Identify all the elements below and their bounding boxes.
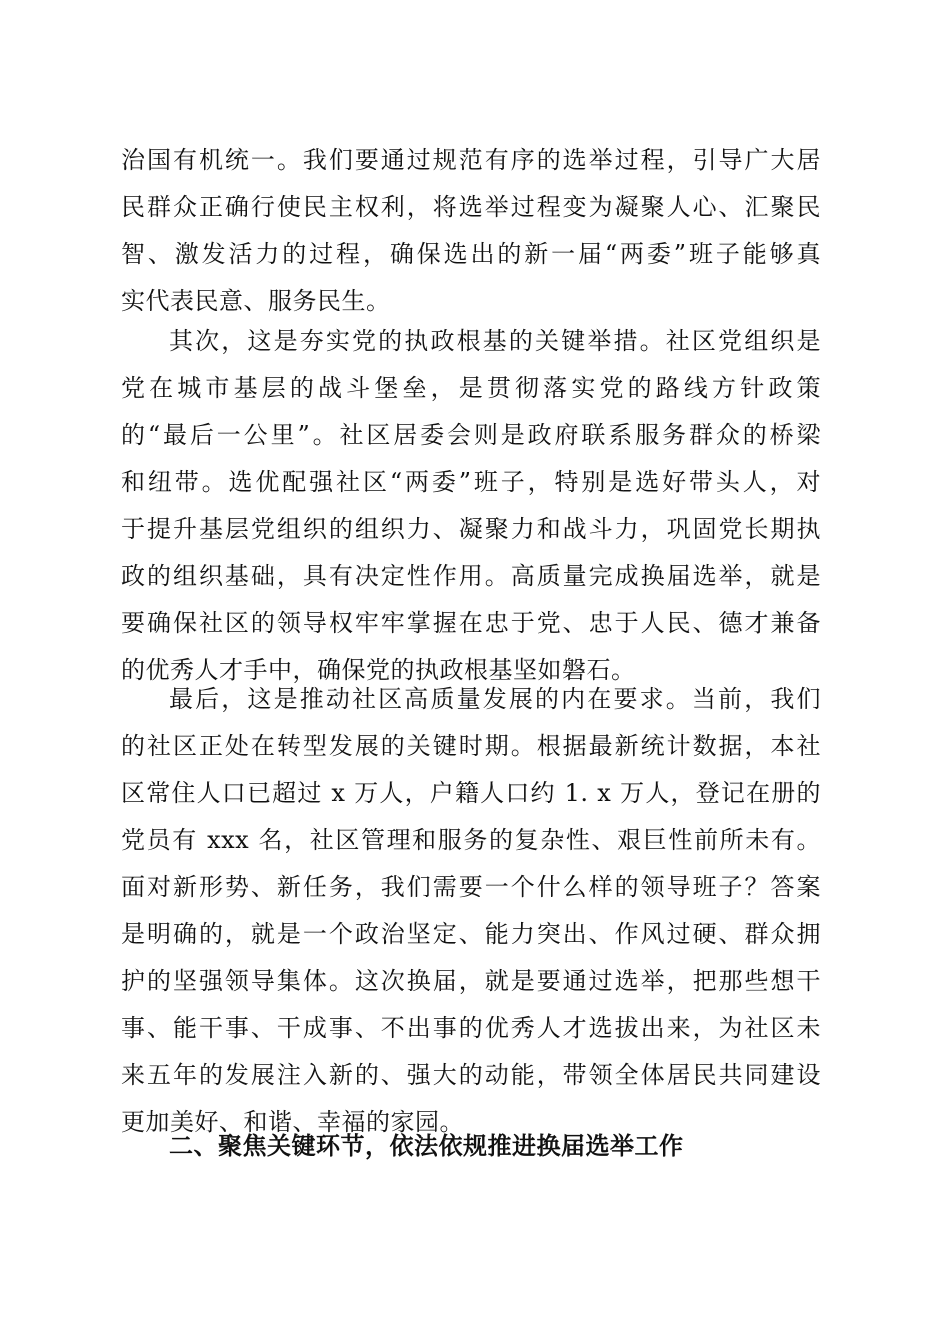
paragraph-line: 的社区正处在转型发展的关键时期。根据最新统计数据，本社	[121, 732, 821, 760]
paragraph-line: 的优秀人才手中，确保党的执政根基坚如磐石。	[121, 656, 636, 684]
paragraph-line: 更加美好、和谐、幸福的家园。	[121, 1108, 464, 1136]
paragraph-line: 的“最后一公里”。社区居委会则是政府联系服务群众的桥梁	[121, 421, 821, 449]
section-heading: 二、聚焦关键环节，依法依规推进换届选举工作	[169, 1132, 684, 1160]
paragraph-line: 事、能干事、干成事、不出事的优秀人才选拔出来，为社区未	[121, 1014, 821, 1042]
paragraph-line: 护的坚强领导集体。这次换届，就是要通过选举，把那些想干	[121, 967, 821, 995]
paragraph-line: 是明确的，就是一个政治坚定、能力突出、作风过硬、群众拥	[121, 920, 821, 948]
paragraph-line: 面对新形势、新任务，我们需要一个什么样的领导班子？答案	[121, 873, 821, 901]
paragraph-line: 于提升基层党组织的组织力、凝聚力和战斗力，巩固党长期执	[121, 515, 821, 543]
paragraph-1	[121, 137, 821, 325]
paragraph-line: 和纽带。选优配强社区“两委”班子，特别是选好带头人，对	[121, 468, 821, 496]
paragraph-line: 党在城市基层的战斗堡垒，是贯彻落实党的路线方针政策	[121, 374, 821, 402]
paragraph-line: 其次，这是夯实党的执政根基的关键举措。社区党组织是	[169, 327, 821, 355]
paragraph-2	[121, 318, 821, 694]
paragraph-3	[121, 676, 821, 1146]
paragraph-line: 要确保社区的领导权牢牢掌握在忠于党、忠于人民、德才兼备	[121, 609, 821, 637]
paragraph-line: 来五年的发展注入新的、强大的动能，带领全体居民共同建设	[121, 1061, 821, 1089]
paragraph-line: 智、激发活力的过程，确保选出的新一届“两委”班子能够真	[121, 240, 821, 268]
paragraph-line: 民群众正确行使民主权利，将选举过程变为凝聚人心、汇聚民	[121, 193, 821, 221]
paragraph-line: 实代表民意、服务民生。	[121, 287, 391, 315]
paragraph-line: 政的组织基础，具有决定性作用。高质量完成换届选举，就是	[121, 562, 821, 590]
paragraph-line: 党员有 xxx 名，社区管理和服务的复杂性、艰巨性前所未有。	[121, 826, 821, 854]
paragraph-line: 治国有机统一。我们要通过规范有序的选举过程，引导广大居	[121, 146, 821, 174]
paragraph-line: 区常住人口已超过 x 万人，户籍人口约 1. x 万人，登记在册的	[121, 779, 821, 807]
paragraph-line: 最后，这是推动社区高质量发展的内在要求。当前，我们	[169, 685, 821, 713]
